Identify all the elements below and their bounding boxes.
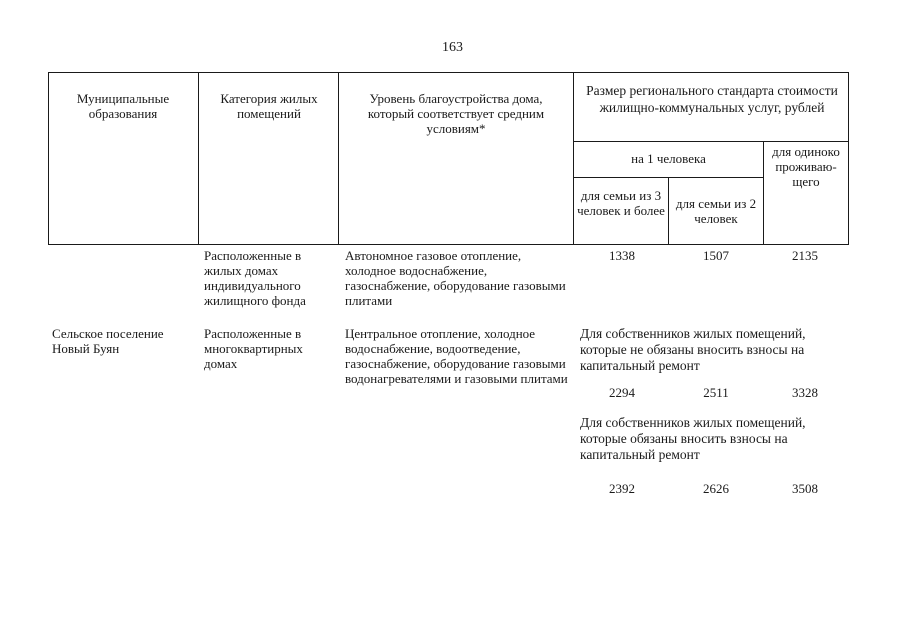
value-family-2: 2511 bbox=[703, 385, 729, 400]
header-bottom-border bbox=[48, 244, 849, 245]
header-size-underline bbox=[573, 141, 849, 142]
row-level: Центральное отопление, холодное водоснабжение, водоотведение, газоснабжение, оборудование газовыми водонагревателями и газовыми плитами bbox=[345, 326, 568, 386]
value-family-3: 1338 bbox=[609, 248, 635, 263]
note-no-capital-repair: Для собственников жилых помещений, которые не обязаны вносить взносы на капитальный ремонт bbox=[580, 326, 806, 373]
header-right-border bbox=[848, 72, 849, 245]
row-category: Расположенные в жилых домах индивидуального жилищного фонда bbox=[204, 248, 306, 308]
value-single: 2135 bbox=[792, 248, 818, 263]
header-standard-size: Размер регионального стандарта стоимости жилищно-коммунальных услуг, рублей bbox=[586, 83, 838, 115]
header-divider-1 bbox=[198, 72, 199, 245]
header-divider-single bbox=[763, 141, 764, 245]
header-top-border bbox=[48, 72, 849, 73]
value-single: 3508 bbox=[792, 481, 818, 496]
header-municipality: Муниципальные образования bbox=[76, 91, 170, 121]
value-family-2: 2626 bbox=[703, 481, 729, 496]
header-divider-3 bbox=[573, 72, 574, 245]
value-family-3: 2294 bbox=[609, 385, 635, 400]
header-level: Уровень благоустройства дома, который соответствует средним условиям* bbox=[367, 91, 545, 136]
header-family-3: для семьи из 3 человек и более bbox=[577, 188, 665, 218]
note-capital-repair: Для собственников жилых помещений, которые обязаны вносить взносы на капитальный ремонт bbox=[580, 415, 806, 462]
value-family-2: 1507 bbox=[703, 248, 729, 263]
row-level: Автономное газовое отопление, холодное водоснабжение, газоснабжение, оборудование газовыми плитами bbox=[345, 248, 566, 308]
page-number: 163 bbox=[442, 40, 463, 55]
header-per-person: на 1 человека bbox=[631, 151, 706, 166]
header-divider-2 bbox=[338, 72, 339, 245]
header-category: Категория жилых помещений bbox=[220, 91, 318, 121]
value-family-3: 2392 bbox=[609, 481, 635, 496]
header-family-2: для семьи из 2 человек bbox=[675, 196, 757, 226]
row-municipality: Сельское поселение Новый Буян bbox=[52, 326, 164, 356]
value-single: 3328 bbox=[792, 385, 818, 400]
header-single: для одиноко проживаю-щего bbox=[772, 144, 840, 189]
header-divider-family bbox=[668, 177, 669, 245]
row-category: Расположенные в многоквартирных домах bbox=[204, 326, 303, 371]
header-left-border bbox=[48, 72, 49, 245]
